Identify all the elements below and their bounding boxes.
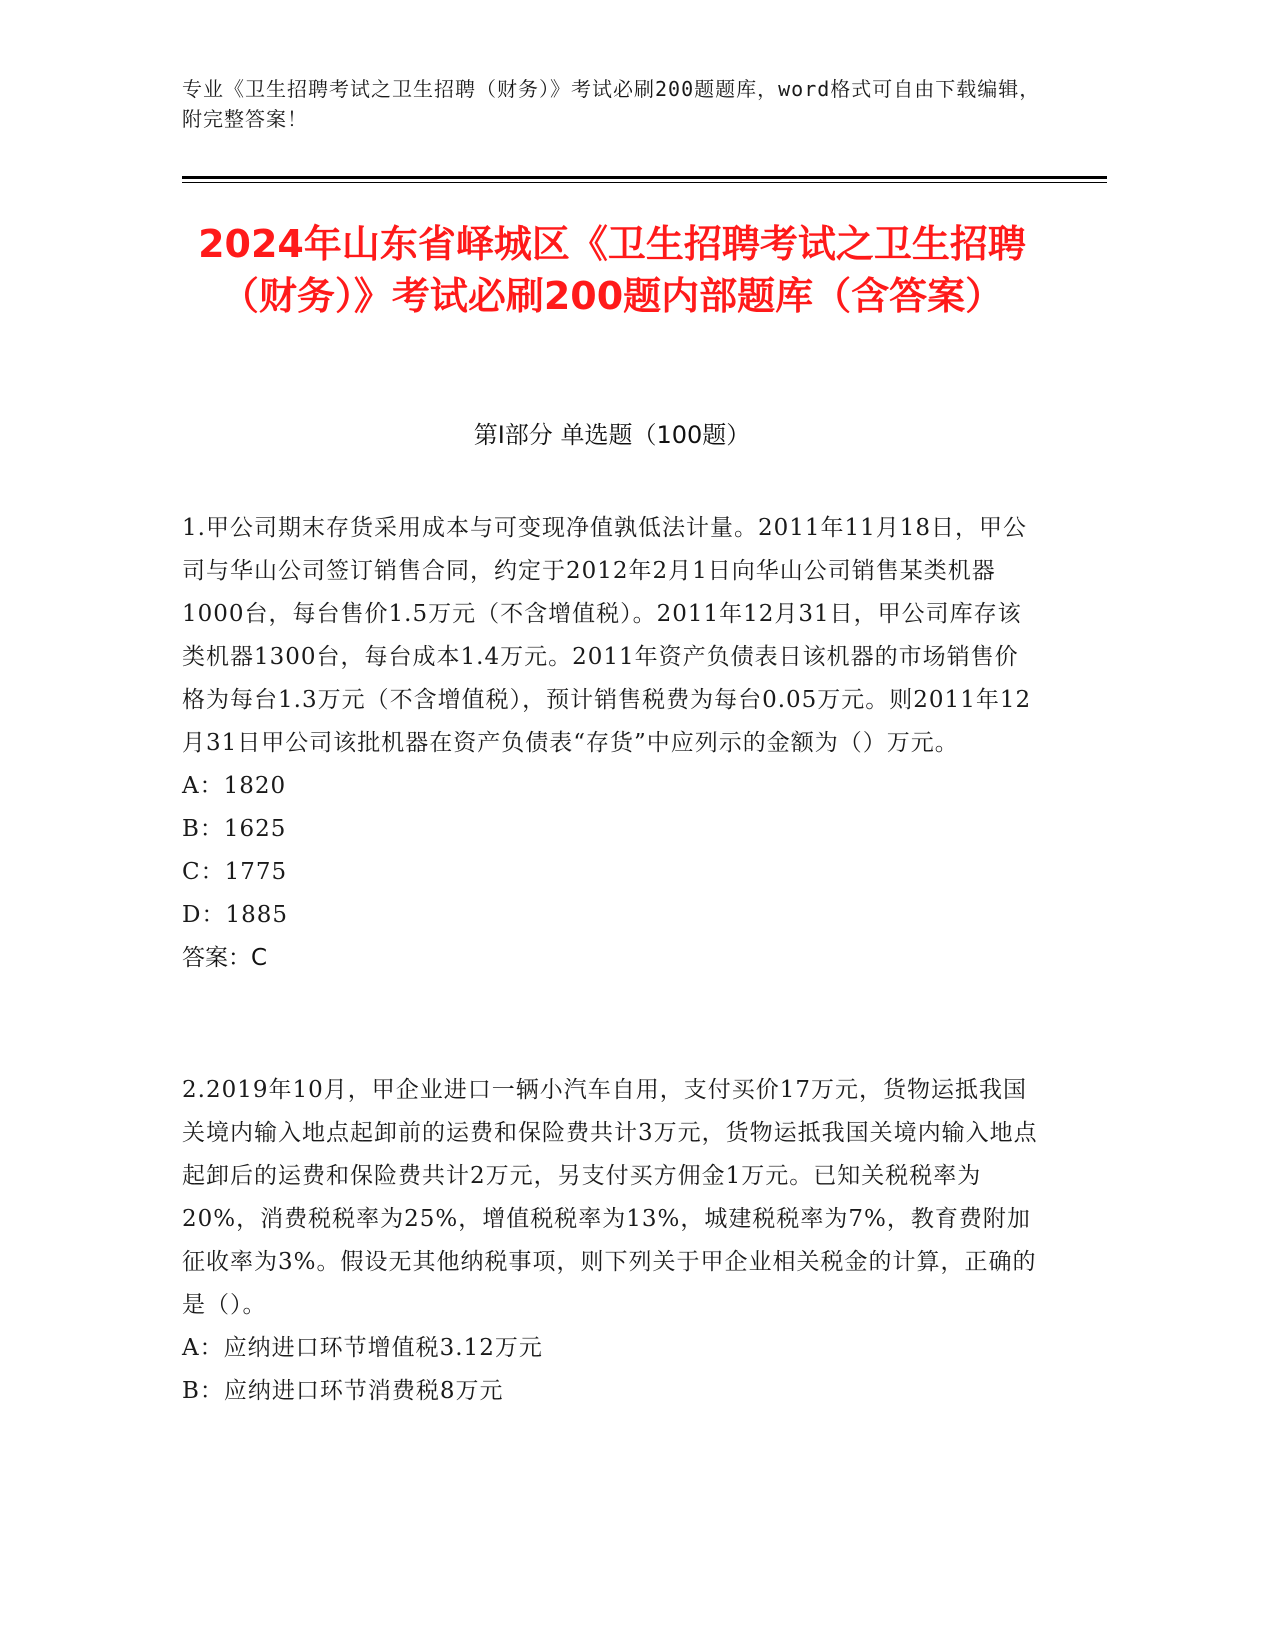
option-c: C：1775 [182, 859, 288, 885]
header-note: 专业《卫生招聘考试之卫生招聘（财务）》考试必刷200题题库，word格式可自由下载编辑，附完整答案！ [182, 77, 1041, 131]
header-divider-thin [182, 182, 1107, 183]
section-title: 第Ⅰ部分 单选题（100题） [473, 421, 751, 449]
question-stem: 2.2019年10月，甲企业进口一辆小汽车自用，支付买价17万元，货物运抵我国关境内输入地点起卸前的运费和保险费共计3万元，货物运抵我国关境内输入地点起卸后的运费和保险费共计2万元，另支付买方佣金1万元。已知关税税率为20%，消费税税率为25%，增值税税率为13%，城建税税率为7%，教育费附加征收率为3%。假设无其他纳税事项，则下列关于甲企业相关税金的计算，正确的是（）。 [182, 1077, 1038, 1318]
option-b: B：1625 [182, 816, 287, 842]
document-title: 2024年山东省峄城区《卫生招聘考试之卫生招聘（财务）》考试必刷200题内部题库（含答案） [198, 222, 1026, 318]
header-divider-thick [182, 176, 1107, 179]
question-stem: 1.甲公司期末存货采用成本与可变现净值孰低法计量。2011年11月18日，甲公司与华山公司签订销售合同，约定于2012年2月1日向华山公司销售某类机器1000台，每台售价1.5万元（不含增值税）。2011年12月31日，甲公司库存该类机器1300台，每台成本1.4万元。2011年资产负债表日该机器的市场销售价格为每台1.3万元（不含增值税），预计销售税费为每台0.05万元。则2011年12月31日甲公司该批机器在资产负债表“存货”中应列示的金额为（）万元。 [182, 515, 1032, 756]
question-1 [182, 507, 1042, 980]
option-d: D：1885 [182, 902, 288, 928]
option-a: A：应纳进口环节增值税3.12万元 [182, 1335, 543, 1361]
option-b: B：应纳进口环节消费税8万元 [182, 1378, 504, 1404]
question-2 [182, 1069, 1042, 1413]
answer: 答案：C [182, 945, 268, 971]
option-a: A：1820 [182, 773, 287, 799]
